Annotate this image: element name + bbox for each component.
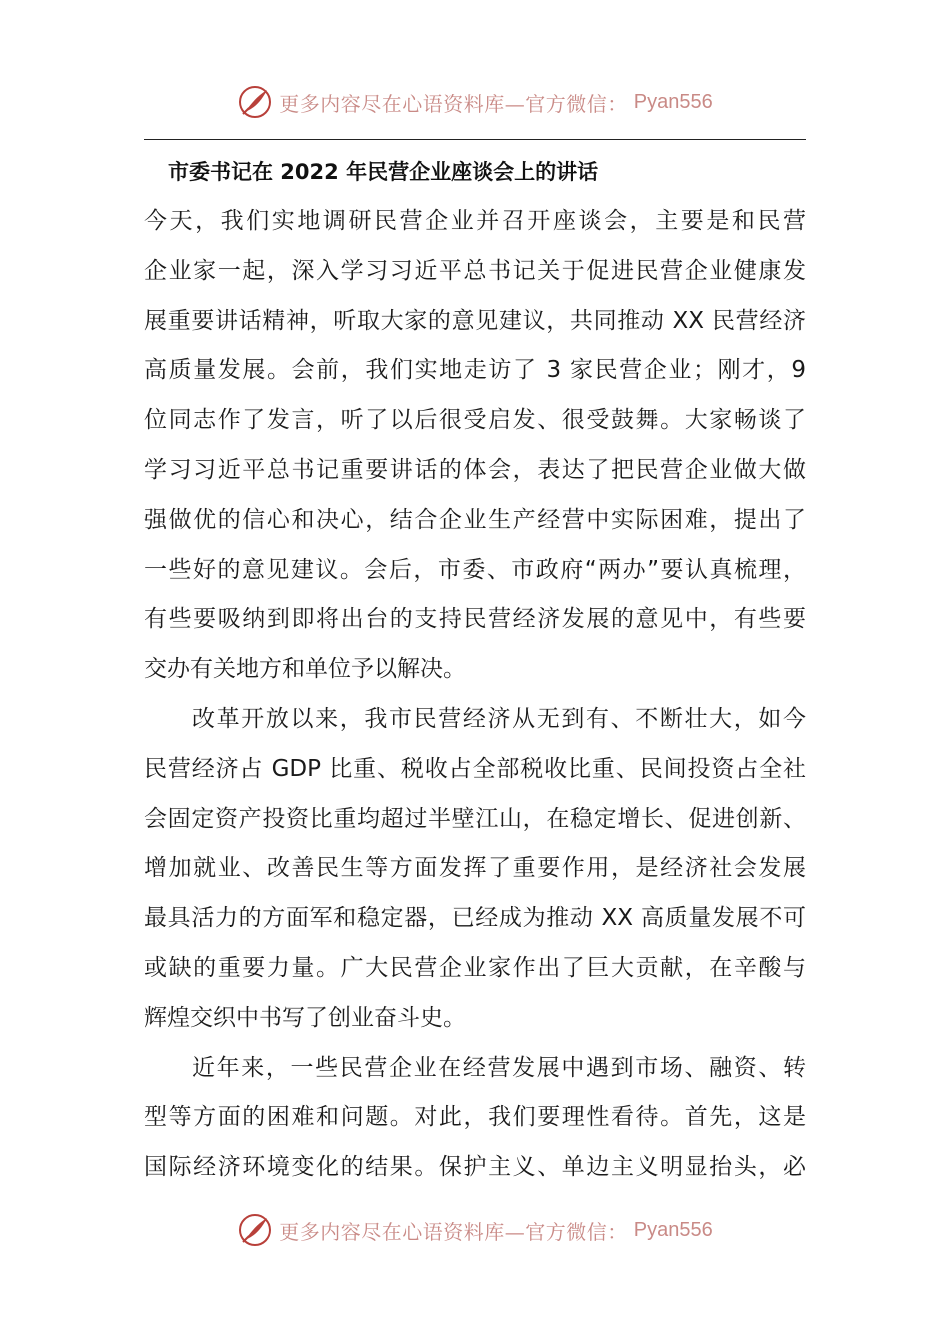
paragraph-3-line-2: 型等方面的困难和问题。对此，我们要理性看待。首先，这是: [144, 1104, 806, 1131]
footer-wechat-id: Pyan556: [633, 1218, 713, 1241]
footer-banner-text: 更多内容尽在心语资料库—官方微信：: [279, 1219, 628, 1244]
header-wechat-id: Pyan556: [633, 90, 713, 113]
paragraph-2-line-6: 或缺的重要力量。广大民营企业家作出了巨大贡献，在辛酸与: [144, 954, 806, 981]
paragraph-2-line-1: 改革开放以来，我市民营经济从无到有、不断壮大，如今: [192, 705, 806, 732]
footer-banner: [0, 1208, 950, 1252]
quill-logo-icon: [237, 1212, 273, 1248]
quill-logo-icon: [237, 84, 273, 120]
paragraph-2-line-4: 增加就业、改善民生等方面发挥了重要作用，是经济社会发展: [144, 855, 806, 882]
paragraph-1-line-6: 学习习近平总书记重要讲话的体会，表达了把民营企业做大做: [144, 456, 806, 483]
header-banner-text: 更多内容尽在心语资料库—官方微信：: [279, 91, 628, 116]
paragraph-2-line-3: 会固定资产投资比重均超过半壁江山，在稳定增长、促进创新、: [144, 805, 806, 832]
paragraph-1-line-5: 位同志作了发言，听了以后很受启发、很受鼓舞。大家畅谈了: [144, 407, 806, 434]
paragraph-1-line-3: 展重要讲话精神，听取大家的意见建议，共同推动 XX 民营经济: [144, 307, 806, 334]
paragraph-1-line-2: 企业家一起，深入学习习近平总书记关于促进民营企业健康发: [144, 257, 806, 284]
paragraph-2-line-2: 民营经济占 GDP 比重、税收占全部税收比重、民间投资占全社: [144, 755, 806, 782]
paragraph-1-line-9: 有些要吸纳到即将出台的支持民营经济发展的意见中，有些要: [144, 606, 806, 633]
paragraph-1-line-7: 强做优的信心和决心，结合企业生产经营中实际困难，提出了: [144, 506, 806, 533]
paragraph-1-line-10: 交办有关地方和单位予以解决。: [144, 656, 466, 683]
paragraph-1-line-4: 高质量发展。会前，我们实地走访了 3 家民营企业；刚才，9: [144, 357, 806, 384]
document-title: 市委书记在 2022 年民营企业座谈会上的讲话: [168, 160, 599, 184]
paragraph-3-line-3: 国际经济环境变化的结果。保护主义、单边主义明显抬头，必: [144, 1154, 806, 1181]
paragraph-1-line-1: 今天，我们实地调研民营企业并召开座谈会，主要是和民营: [144, 208, 806, 234]
paragraph-2-line-5: 最具活力的方面军和稳定器，已经成为推动 XX 高质量发展不可: [144, 905, 806, 932]
document-body: [144, 197, 806, 1193]
header-divider: [144, 139, 806, 140]
paragraph-3-line-1: 近年来，一些民营企业在经营发展中遇到市场、融资、转: [192, 1054, 806, 1081]
paragraph-1-line-8: 一些好的意见建议。会后，市委、市政府“两办”要认真梳理，: [144, 556, 806, 583]
paragraph-2-line-7: 辉煌交织中书写了创业奋斗史。: [144, 1004, 466, 1031]
header-banner: [0, 80, 950, 124]
